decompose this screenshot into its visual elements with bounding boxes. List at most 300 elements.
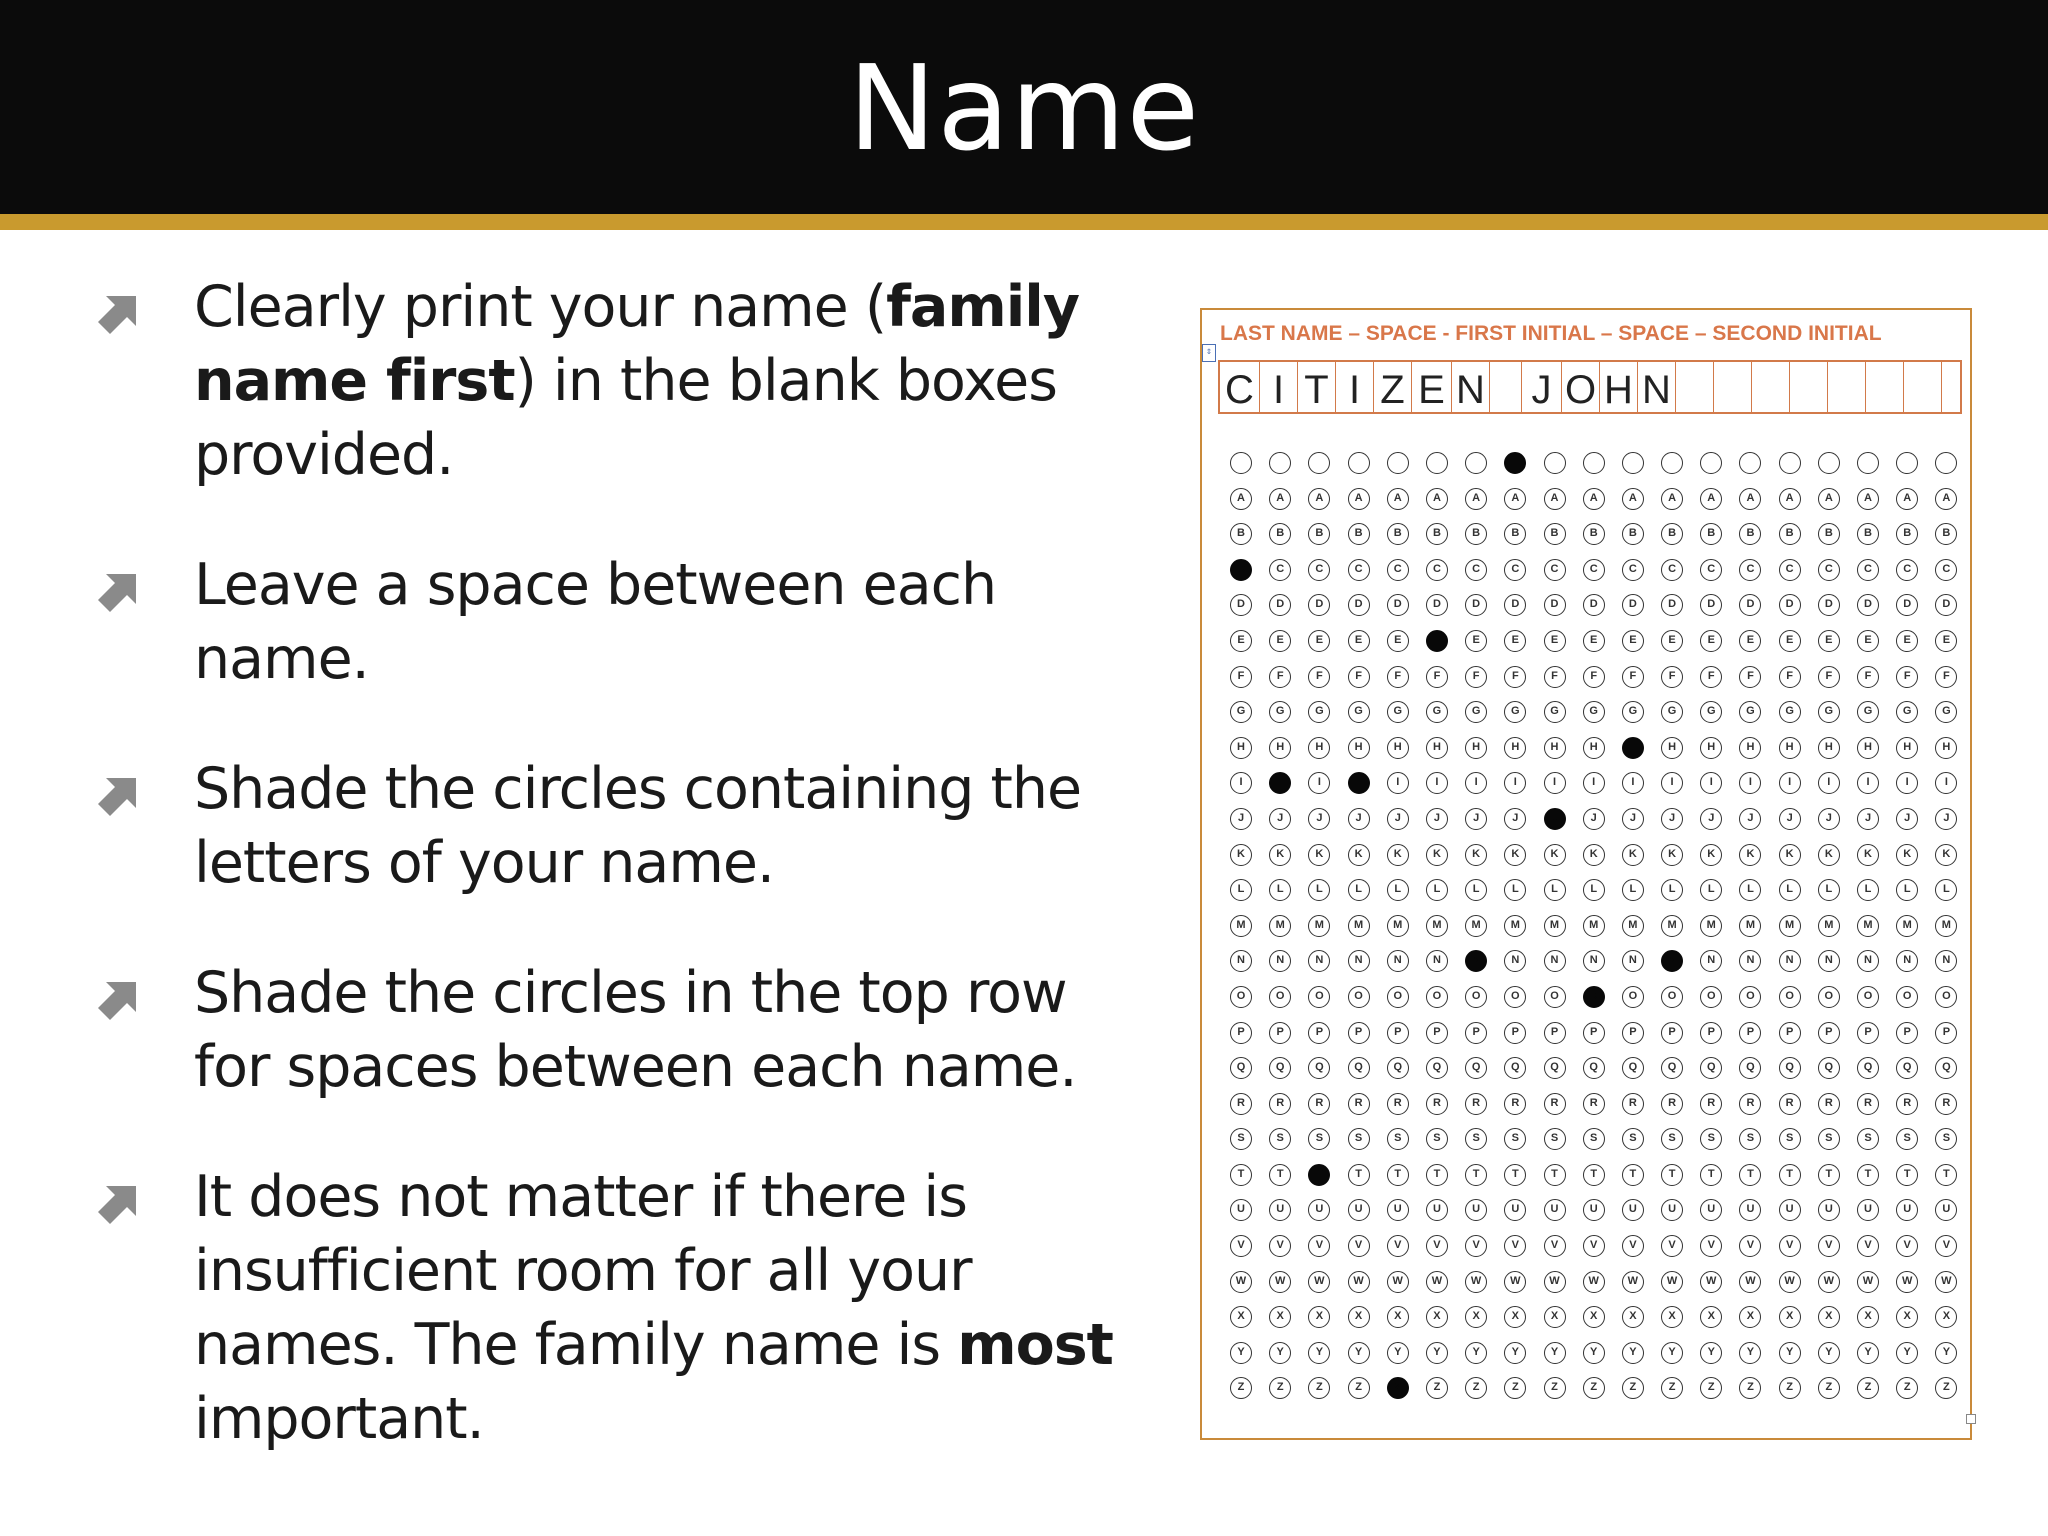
bubble: Z — [1739, 1377, 1761, 1399]
bubble: G — [1935, 701, 1957, 723]
bubble: Y — [1544, 1342, 1566, 1364]
bubble: D — [1426, 594, 1448, 616]
bubble: X — [1269, 1306, 1291, 1328]
bubble: I — [1739, 772, 1761, 794]
bubble: X — [1779, 1306, 1801, 1328]
bubble: K — [1857, 844, 1879, 866]
bubble: G — [1465, 701, 1487, 723]
bubble: J — [1426, 808, 1448, 830]
bubble: C — [1269, 559, 1291, 581]
bubble: I — [1504, 772, 1526, 794]
bubble: O — [1622, 986, 1644, 1008]
bubble: B — [1269, 523, 1291, 545]
bubble: C — [1230, 559, 1252, 581]
bubble-row — [1230, 808, 1975, 844]
bubble: W — [1739, 1271, 1761, 1293]
bubble: A — [1544, 488, 1566, 510]
bubble: H — [1779, 737, 1801, 759]
bubble: J — [1661, 808, 1683, 830]
bubble-row — [1230, 452, 1975, 488]
bubble: W — [1818, 1271, 1840, 1293]
bubble: A — [1739, 488, 1761, 510]
bubble: K — [1269, 844, 1291, 866]
bubble: W — [1387, 1271, 1409, 1293]
bubble: T — [1739, 1164, 1761, 1186]
bubble: U — [1622, 1199, 1644, 1221]
bubble: Z — [1661, 1377, 1683, 1399]
bubble-row — [1230, 879, 1975, 915]
bubble: N — [1700, 950, 1722, 972]
bubble: N — [1818, 950, 1840, 972]
bubble: L — [1779, 879, 1801, 901]
bubble: D — [1661, 594, 1683, 616]
bubble: Y — [1426, 1342, 1448, 1364]
bubble: W — [1269, 1271, 1291, 1293]
bubble: N — [1387, 950, 1409, 972]
bubble: F — [1308, 666, 1330, 688]
bubble: U — [1935, 1199, 1957, 1221]
bubble: K — [1661, 844, 1683, 866]
bubble: A — [1504, 488, 1526, 510]
bubble: U — [1779, 1199, 1801, 1221]
bubble: K — [1308, 844, 1330, 866]
bubble: E — [1230, 630, 1252, 652]
bubble: G — [1504, 701, 1526, 723]
bubble: G — [1700, 701, 1722, 723]
bubble: T — [1583, 1164, 1605, 1186]
bubble: W — [1935, 1271, 1957, 1293]
bubble: X — [1308, 1306, 1330, 1328]
bullet-text: important. — [194, 1386, 484, 1452]
bullet-list — [90, 270, 1140, 1512]
bubble: E — [1308, 630, 1330, 652]
anchor-icon: ⇕ — [1202, 344, 1216, 362]
bubble: Q — [1465, 1057, 1487, 1079]
bubble: Z — [1230, 1377, 1252, 1399]
bubble: I — [1896, 772, 1918, 794]
arrow-up-right-icon — [96, 566, 144, 614]
bubble: A — [1857, 488, 1879, 510]
bubble: H — [1308, 737, 1330, 759]
bubble: G — [1583, 701, 1605, 723]
bubble: K — [1622, 844, 1644, 866]
bubble: S — [1818, 1128, 1840, 1150]
bubble: G — [1387, 701, 1409, 723]
bubble: O — [1739, 986, 1761, 1008]
bubble: Q — [1935, 1057, 1957, 1079]
bubble-grid — [1230, 452, 1975, 1413]
bubble: I — [1583, 772, 1605, 794]
bubble: V — [1739, 1235, 1761, 1257]
bubble: Y — [1308, 1342, 1330, 1364]
bubble: O — [1896, 986, 1918, 1008]
bubble: N — [1465, 950, 1487, 972]
bubble — [1818, 452, 1840, 474]
bubble: F — [1779, 666, 1801, 688]
bubble: M — [1661, 915, 1683, 937]
bubble: T — [1465, 1164, 1487, 1186]
bubble: N — [1935, 950, 1957, 972]
bubble: S — [1465, 1128, 1487, 1150]
bubble: E — [1504, 630, 1526, 652]
bubble: I — [1622, 772, 1644, 794]
bubble: K — [1583, 844, 1605, 866]
bubble: X — [1857, 1306, 1879, 1328]
bubble: G — [1739, 701, 1761, 723]
bubble: Q — [1230, 1057, 1252, 1079]
bullet-text: Shade the circles containing the letters of your name. — [194, 756, 1082, 896]
bubble: Z — [1779, 1377, 1801, 1399]
bubble: I — [1544, 772, 1566, 794]
bubble: S — [1857, 1128, 1879, 1150]
bubble-row — [1230, 1377, 1975, 1413]
name-box — [1676, 362, 1714, 412]
bubble: P — [1308, 1022, 1330, 1044]
bubble: H — [1857, 737, 1879, 759]
bubble: X — [1387, 1306, 1409, 1328]
bubble: D — [1818, 594, 1840, 616]
bubble: G — [1426, 701, 1448, 723]
bubble: X — [1622, 1306, 1644, 1328]
bubble-row — [1230, 1235, 1975, 1271]
bubble: B — [1583, 523, 1605, 545]
bubble: P — [1700, 1022, 1722, 1044]
bubble: G — [1308, 701, 1330, 723]
bubble: J — [1387, 808, 1409, 830]
bubble: Q — [1661, 1057, 1683, 1079]
bubble: M — [1230, 915, 1252, 937]
bubble: D — [1348, 594, 1370, 616]
bubble: Q — [1700, 1057, 1722, 1079]
bubble: E — [1857, 630, 1879, 652]
bubble: O — [1700, 986, 1722, 1008]
bubble: E — [1426, 630, 1448, 652]
bubble: E — [1935, 630, 1957, 652]
name-box — [1714, 362, 1752, 412]
bubble: X — [1583, 1306, 1605, 1328]
bubble: O — [1779, 986, 1801, 1008]
bubble: V — [1308, 1235, 1330, 1257]
bubble-row — [1230, 844, 1975, 880]
resize-handle — [1966, 1414, 1976, 1424]
name-box: T — [1298, 362, 1336, 412]
bubble: V — [1935, 1235, 1957, 1257]
bubble: H — [1739, 737, 1761, 759]
bubble: I — [1661, 772, 1683, 794]
bubble: U — [1857, 1199, 1879, 1221]
bubble: T — [1779, 1164, 1801, 1186]
bubble: H — [1700, 737, 1722, 759]
bullet-item — [90, 956, 1140, 1104]
bubble: G — [1269, 701, 1291, 723]
bubble: B — [1896, 523, 1918, 545]
bubble: O — [1308, 986, 1330, 1008]
bubble — [1857, 452, 1879, 474]
bubble: S — [1700, 1128, 1722, 1150]
bubble: N — [1504, 950, 1526, 972]
bubble: T — [1387, 1164, 1409, 1186]
bubble: V — [1622, 1235, 1644, 1257]
bullet-text: family name first — [194, 274, 1079, 414]
bubble: B — [1544, 523, 1566, 545]
bubble — [1544, 452, 1566, 474]
bubble-row — [1230, 1022, 1975, 1058]
bubble: X — [1544, 1306, 1566, 1328]
bubble: I — [1935, 772, 1957, 794]
bubble: O — [1661, 986, 1683, 1008]
bubble: I — [1779, 772, 1801, 794]
arrow-up-right-icon — [96, 1178, 144, 1226]
bubble: C — [1857, 559, 1879, 581]
bubble: Z — [1269, 1377, 1291, 1399]
bubble: P — [1896, 1022, 1918, 1044]
bubble: I — [1308, 772, 1330, 794]
bubble-row — [1230, 986, 1975, 1022]
bubble: K — [1465, 844, 1487, 866]
bubble: H — [1348, 737, 1370, 759]
bubble: Z — [1583, 1377, 1605, 1399]
bubble: M — [1700, 915, 1722, 937]
bubble: M — [1348, 915, 1370, 937]
bubble: P — [1622, 1022, 1644, 1044]
bubble: Z — [1308, 1377, 1330, 1399]
bubble: S — [1269, 1128, 1291, 1150]
bubble: P — [1230, 1022, 1252, 1044]
bubble: Y — [1739, 1342, 1761, 1364]
bubble: A — [1896, 488, 1918, 510]
bubble: E — [1544, 630, 1566, 652]
bubble: J — [1348, 808, 1370, 830]
bubble: G — [1348, 701, 1370, 723]
bubble: O — [1426, 986, 1448, 1008]
bubble: D — [1230, 594, 1252, 616]
bubble — [1935, 452, 1957, 474]
bubble: W — [1857, 1271, 1879, 1293]
bubble: W — [1661, 1271, 1683, 1293]
bubble: Z — [1465, 1377, 1487, 1399]
bubble: P — [1348, 1022, 1370, 1044]
bubble: Q — [1348, 1057, 1370, 1079]
bubble: E — [1583, 630, 1605, 652]
bubble-row — [1230, 1199, 1975, 1235]
bubble: V — [1583, 1235, 1605, 1257]
bubble: Z — [1387, 1377, 1409, 1399]
bubble: R — [1348, 1093, 1370, 1115]
bubble: B — [1818, 523, 1840, 545]
bubble: U — [1896, 1199, 1918, 1221]
bubble: B — [1779, 523, 1801, 545]
bubble: P — [1779, 1022, 1801, 1044]
bubble: L — [1896, 879, 1918, 901]
bubble: X — [1230, 1306, 1252, 1328]
bubble: J — [1779, 808, 1801, 830]
bubble-row — [1230, 1271, 1975, 1307]
bubble: O — [1269, 986, 1291, 1008]
bubble: M — [1622, 915, 1644, 937]
bubble: O — [1935, 986, 1957, 1008]
bubble: M — [1857, 915, 1879, 937]
bubble: D — [1700, 594, 1722, 616]
bubble: R — [1504, 1093, 1526, 1115]
bubble: I — [1269, 772, 1291, 794]
bubble: H — [1896, 737, 1918, 759]
accent-rule — [0, 214, 2048, 230]
bubble: Z — [1348, 1377, 1370, 1399]
bubble: X — [1426, 1306, 1448, 1328]
bullet-text: ) in the blank boxes provided. — [194, 348, 1057, 488]
bubble: O — [1465, 986, 1487, 1008]
bullet-text: Shade the circles in the top row for spaces between each name. — [194, 960, 1077, 1100]
bubble-row — [1230, 1306, 1975, 1342]
bubble: S — [1544, 1128, 1566, 1150]
bubble: N — [1583, 950, 1605, 972]
bubble — [1896, 452, 1918, 474]
bubble: F — [1269, 666, 1291, 688]
bubble: Z — [1622, 1377, 1644, 1399]
bubble: G — [1857, 701, 1879, 723]
bubble: Q — [1504, 1057, 1526, 1079]
bubble: U — [1308, 1199, 1330, 1221]
bubble: X — [1818, 1306, 1840, 1328]
bubble: B — [1661, 523, 1683, 545]
bubble: A — [1230, 488, 1252, 510]
bubble: Y — [1818, 1342, 1840, 1364]
bubble: G — [1544, 701, 1566, 723]
bubble: U — [1700, 1199, 1722, 1221]
bubble: U — [1583, 1199, 1605, 1221]
bubble: A — [1269, 488, 1291, 510]
bubble: L — [1348, 879, 1370, 901]
bubble: G — [1622, 701, 1644, 723]
bubble: U — [1818, 1199, 1840, 1221]
bubble — [1583, 452, 1605, 474]
bubble: V — [1504, 1235, 1526, 1257]
bubble: F — [1504, 666, 1526, 688]
bubble: B — [1387, 523, 1409, 545]
bubble: T — [1348, 1164, 1370, 1186]
bubble: N — [1739, 950, 1761, 972]
bubble: T — [1818, 1164, 1840, 1186]
bubble: N — [1896, 950, 1918, 972]
bubble: H — [1465, 737, 1487, 759]
bullet-text: Leave a space between each name. — [194, 552, 997, 692]
bubble: N — [1544, 950, 1566, 972]
name-boxes — [1218, 360, 1962, 414]
bubble: U — [1504, 1199, 1526, 1221]
bubble: F — [1739, 666, 1761, 688]
bubble: F — [1426, 666, 1448, 688]
arrow-up-right-icon — [96, 770, 144, 818]
bubble: C — [1700, 559, 1722, 581]
bubble: L — [1622, 879, 1644, 901]
bubble: J — [1739, 808, 1761, 830]
bubble: Q — [1269, 1057, 1291, 1079]
bubble: E — [1387, 630, 1409, 652]
bubble: M — [1544, 915, 1566, 937]
bubble: C — [1504, 559, 1526, 581]
name-box: H — [1600, 362, 1638, 412]
bubble: X — [1348, 1306, 1370, 1328]
bubble: E — [1348, 630, 1370, 652]
bubble: Q — [1544, 1057, 1566, 1079]
bubble: X — [1465, 1306, 1487, 1328]
bubble-row — [1230, 1093, 1975, 1129]
bubble: H — [1269, 737, 1291, 759]
bubble: J — [1935, 808, 1957, 830]
bubble: L — [1544, 879, 1566, 901]
bubble: A — [1348, 488, 1370, 510]
bubble: F — [1818, 666, 1840, 688]
bubble — [1465, 452, 1487, 474]
bubble: Y — [1857, 1342, 1879, 1364]
bubble: I — [1465, 772, 1487, 794]
bubble: Z — [1504, 1377, 1526, 1399]
bullet-text: most — [957, 1312, 1113, 1378]
bubble: B — [1935, 523, 1957, 545]
bubble: I — [1348, 772, 1370, 794]
bubble: F — [1465, 666, 1487, 688]
bubble: C — [1739, 559, 1761, 581]
bubble: W — [1779, 1271, 1801, 1293]
bubble: D — [1387, 594, 1409, 616]
bubble: V — [1779, 1235, 1801, 1257]
bubble: R — [1818, 1093, 1840, 1115]
bubble: D — [1308, 594, 1330, 616]
bullet-item — [90, 1160, 1140, 1456]
bubble: I — [1857, 772, 1879, 794]
form-header: LAST NAME – SPACE - FIRST INITIAL – SPACE – SECOND INITIAL — [1220, 322, 1882, 345]
bubble: D — [1504, 594, 1526, 616]
bubble: S — [1308, 1128, 1330, 1150]
bubble: L — [1387, 879, 1409, 901]
bubble: Q — [1622, 1057, 1644, 1079]
bubble: V — [1465, 1235, 1487, 1257]
bubble: R — [1661, 1093, 1683, 1115]
bubble: I — [1387, 772, 1409, 794]
bubble: K — [1230, 844, 1252, 866]
bubble: F — [1896, 666, 1918, 688]
bubble: B — [1230, 523, 1252, 545]
bubble — [1504, 452, 1526, 474]
bullet-item — [90, 752, 1140, 900]
bubble: A — [1818, 488, 1840, 510]
bubble-row — [1230, 950, 1975, 986]
bubble: L — [1426, 879, 1448, 901]
bubble: I — [1818, 772, 1840, 794]
bubble: U — [1544, 1199, 1566, 1221]
name-box: E — [1412, 362, 1452, 412]
bubble — [1308, 452, 1330, 474]
bubble: U — [1348, 1199, 1370, 1221]
bubble: J — [1896, 808, 1918, 830]
bubble: E — [1465, 630, 1487, 652]
bubble: F — [1700, 666, 1722, 688]
bubble: V — [1348, 1235, 1370, 1257]
bubble: H — [1583, 737, 1605, 759]
bubble: Z — [1818, 1377, 1840, 1399]
bubble: B — [1465, 523, 1487, 545]
bubble: D — [1739, 594, 1761, 616]
bubble: M — [1779, 915, 1801, 937]
bubble: Y — [1583, 1342, 1605, 1364]
bubble — [1348, 452, 1370, 474]
bubble: X — [1661, 1306, 1683, 1328]
answer-sheet-image — [1200, 308, 1972, 1440]
bullet-text: It does not matter if there is insufficient room for all your names. The family name is — [194, 1164, 972, 1378]
name-box: Z — [1374, 362, 1412, 412]
bubble: R — [1308, 1093, 1330, 1115]
bubble: W — [1230, 1271, 1252, 1293]
